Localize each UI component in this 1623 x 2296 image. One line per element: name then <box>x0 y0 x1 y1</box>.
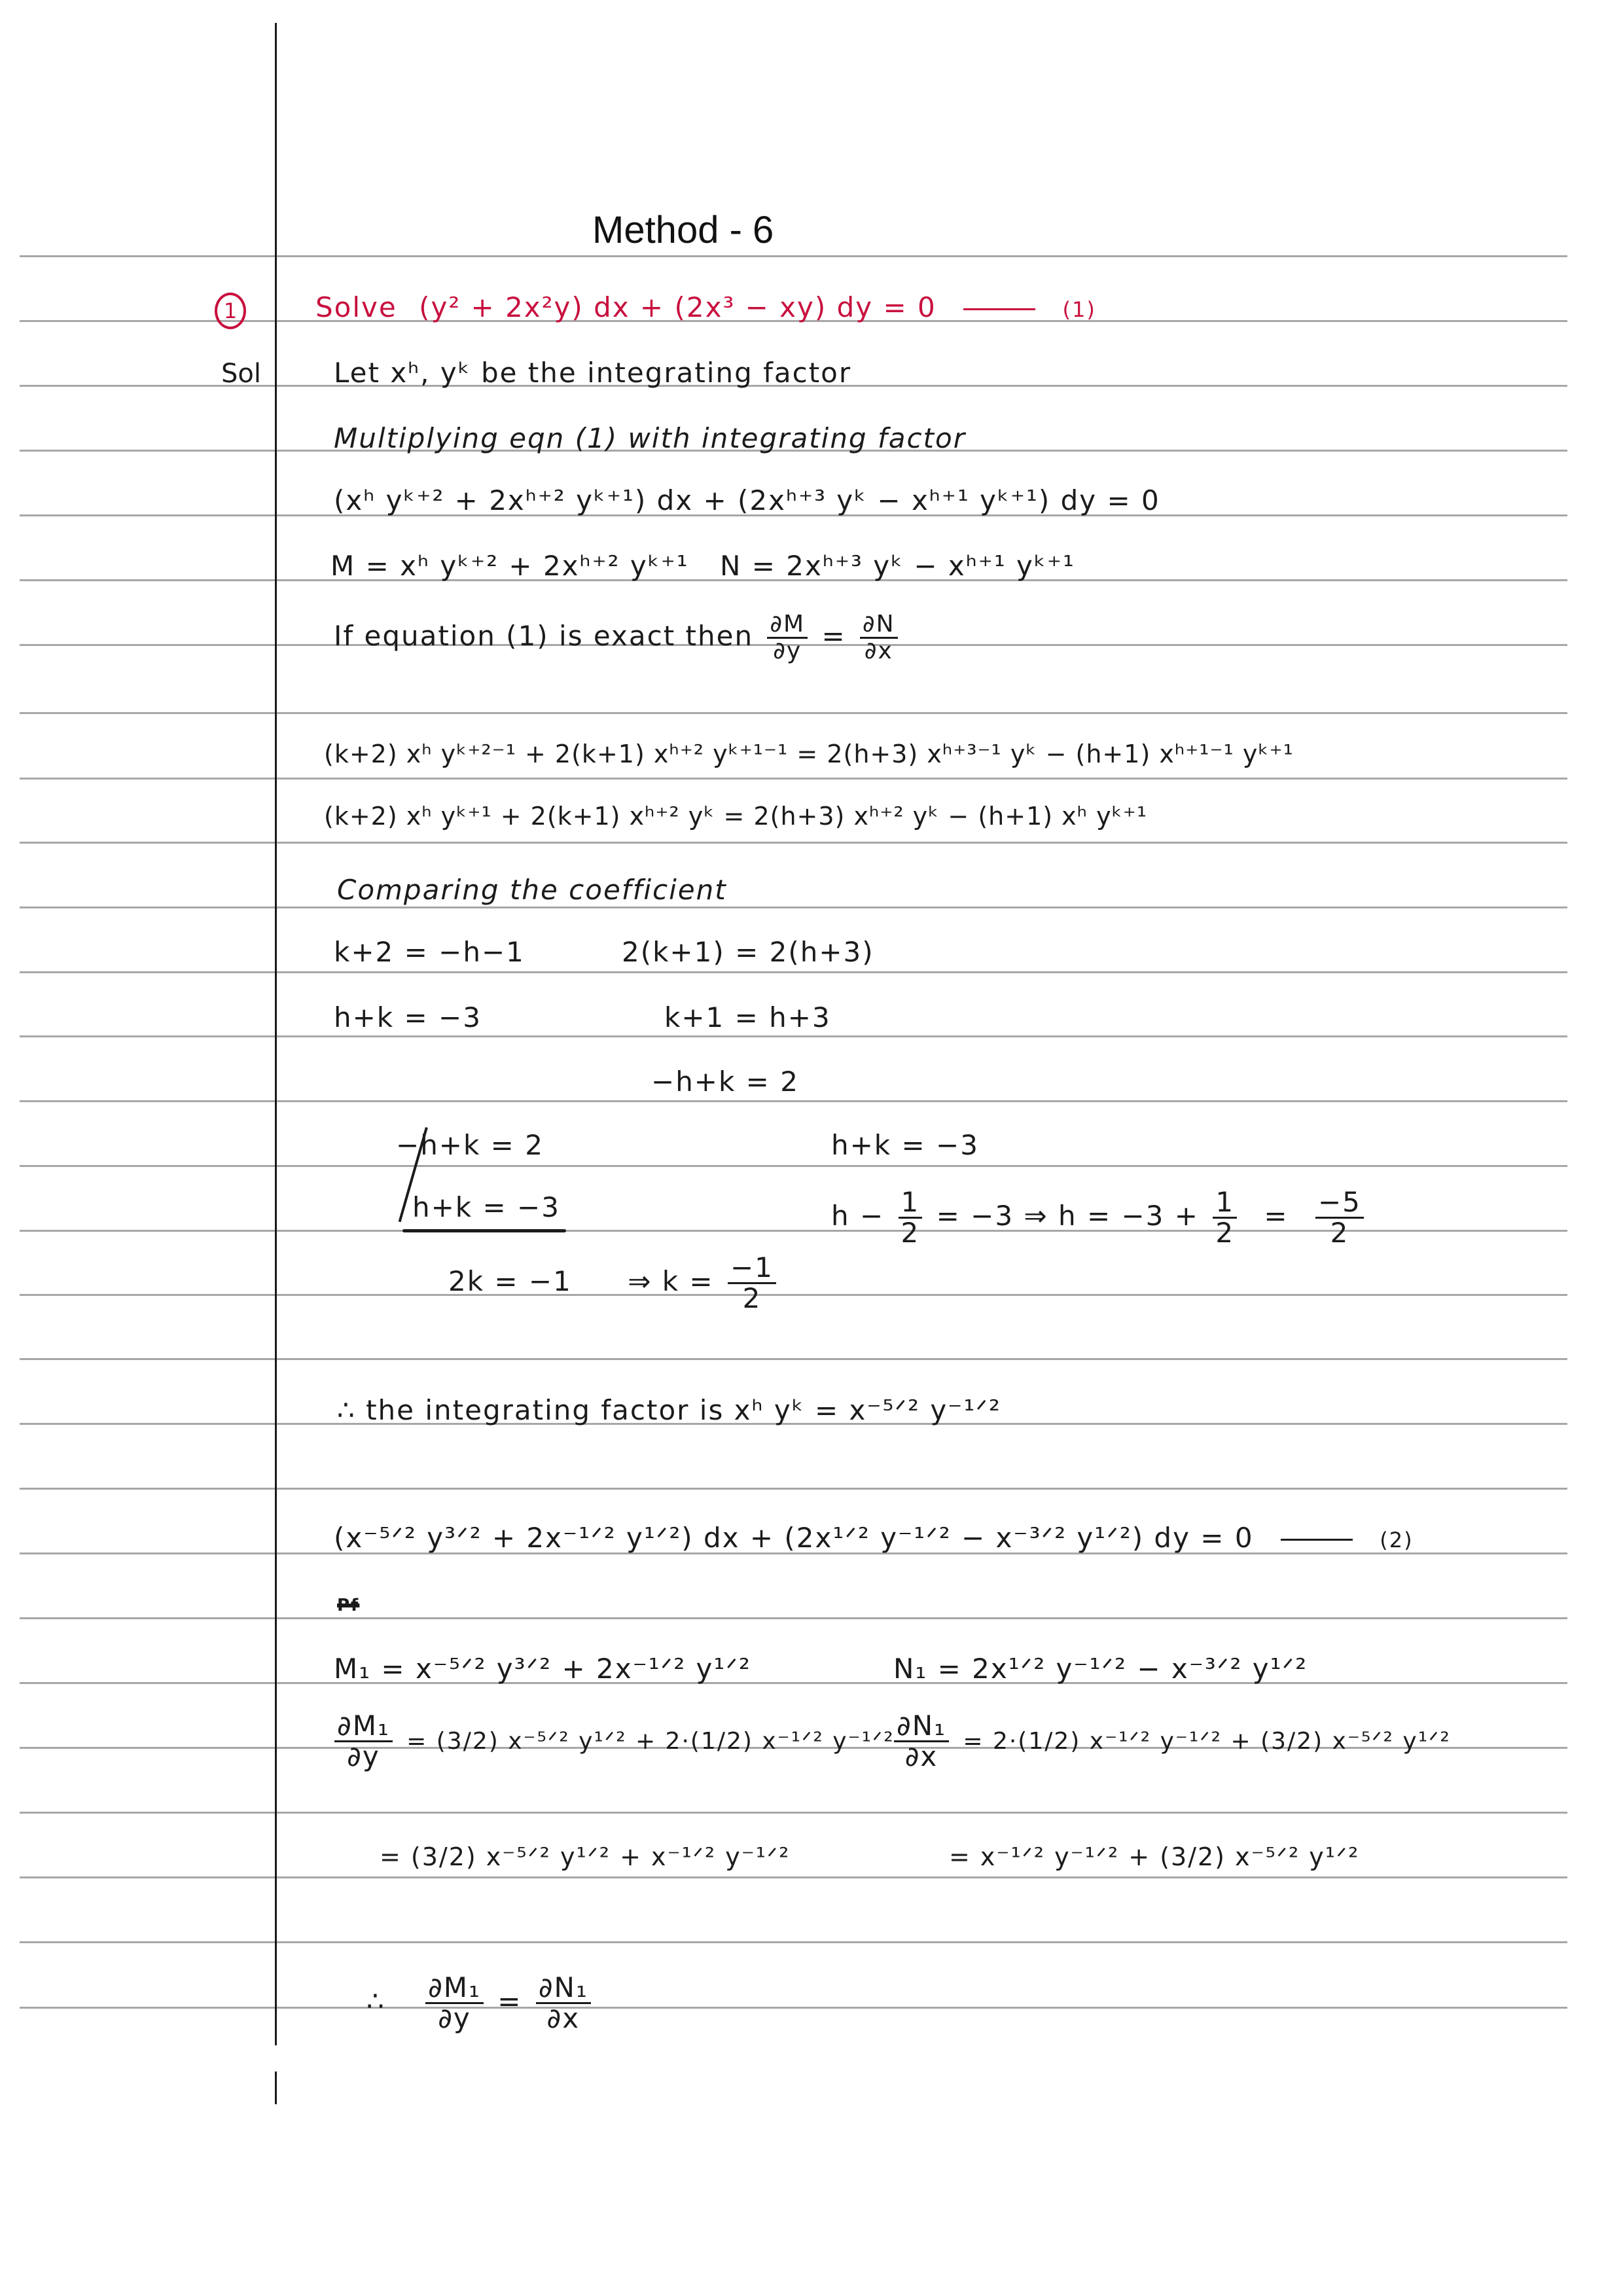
rule-line <box>20 1488 1567 1490</box>
h-value-fraction <box>1315 1188 1364 1247</box>
frac-numerator: ∂N <box>860 612 898 639</box>
frac-numerator: ∂N₁ <box>894 1712 949 1742</box>
rule-line <box>20 906 1567 908</box>
dm1-dy-line <box>330 1712 895 1771</box>
frac-numerator: ∂M₁ <box>425 1973 484 2004</box>
dm1-rhs: = (3/2) x⁻⁵ᐟ² y¹ᐟ² + 2·(1/2) x⁻¹ᐟ² y⁻¹ᐟ² <box>406 1728 895 1755</box>
frac-denominator: ∂y <box>438 2002 471 2035</box>
k-implies: ⇒ k = <box>628 1265 714 1298</box>
rule-line <box>20 1165 1567 1167</box>
dm1-dy-fraction <box>334 1712 393 1771</box>
rule-line <box>20 1294 1567 1296</box>
question-number-badge: 1 <box>215 293 246 329</box>
equation-dash <box>963 308 1035 310</box>
rule-line <box>20 1876 1567 1878</box>
rule-line <box>20 255 1567 257</box>
equals: = <box>1264 1200 1289 1232</box>
rule-line <box>20 1682 1567 1684</box>
rule-line <box>20 1100 1567 1102</box>
n-definition: N = 2xʰ⁺³ yᵏ − xʰ⁺¹ yᵏ⁺¹ <box>720 550 1075 582</box>
question-line <box>315 291 1096 323</box>
rule-line <box>20 2007 1567 2009</box>
solution-line-1: Let xʰ, yᵏ be the integrating factor <box>334 357 852 389</box>
dn1-simplified: = x⁻¹ᐟ² y⁻¹ᐟ² + (3/2) x⁻⁵ᐟ² y¹ᐟ² <box>949 1842 1360 1871</box>
frac-denominator: ∂x <box>904 1740 938 1773</box>
frac-numerator: 1 <box>1213 1188 1237 1219</box>
rule-line <box>20 842 1567 844</box>
dm1-simplified: = (3/2) x⁻⁵ᐟ² y¹ᐟ² + x⁻¹ᐟ² y⁻¹ᐟ² <box>380 1842 791 1871</box>
frac-numerator: ∂M₁ <box>334 1712 393 1742</box>
frac-denominator: ∂x <box>864 637 893 664</box>
rule-line <box>20 1812 1567 1814</box>
page-title: Method - 6 <box>592 209 774 251</box>
dn1-rhs: = 2·(1/2) x⁻¹ᐟ² y⁻¹ᐟ² + (3/2) x⁻⁵ᐟ² y¹ᐟ² <box>963 1728 1451 1755</box>
h-plus-k-restated: h+k = −3 <box>831 1129 979 1161</box>
two-k-eq: 2k = −1 <box>448 1265 572 1298</box>
exactness-condition: If equation (1) is exact then $\frac{\partial M}{\partial y}$ = $\frac{\partial N}{\partial x}$ <box>334 612 902 664</box>
equation-tag: (1) <box>1062 297 1096 322</box>
equation-2-tag: (2) <box>1380 1528 1414 1552</box>
frac-denominator: 2 <box>1330 1217 1349 1249</box>
half-fraction <box>1213 1188 1237 1247</box>
dn1-dx-line <box>890 1712 1451 1771</box>
equation-dash <box>1281 1539 1353 1541</box>
h-minus: h − <box>831 1200 885 1232</box>
solution-line-2: Multiplying eqn (1) with integrating factor <box>334 422 966 454</box>
solution-label: Sol <box>221 359 261 389</box>
equation-2-body: (x⁻⁵ᐟ² y³ᐟ² + 2x⁻¹ᐟ² y¹ᐟ²) dx + (2x¹ᐟ² y⁻¹ᐟ² − x⁻³ᐟ² y¹ᐟ²) dy = 0 <box>334 1522 1254 1554</box>
frac-numerator: −1 <box>728 1253 776 1284</box>
m1-definition: M₁ = x⁻⁵ᐟ² y³ᐟ² + 2x⁻¹ᐟ² y¹ᐟ² <box>334 1653 751 1685</box>
frac-denominator: 2 <box>1215 1217 1235 1249</box>
h-middle: = −3 ⇒ h = −3 + <box>936 1200 1199 1232</box>
question-prefix: Solve <box>315 291 397 323</box>
frac-denominator: 2 <box>901 1217 920 1249</box>
equation-k-plus-2: k+2 = −h−1 <box>334 936 525 968</box>
frac-denominator: ∂y <box>773 637 802 664</box>
exact-equation-2 <box>334 1522 1414 1554</box>
question-equation: (y² + 2x²y) dx + (2x³ − xy) dy = 0 <box>419 291 936 323</box>
frac-numerator: ∂N₁ <box>536 1973 591 2004</box>
integrating-factor-result: ∴ the integrating factor is xʰ yᵏ = x⁻⁵ᐟ² y⁻¹ᐟ² <box>337 1394 1001 1426</box>
therefore-symbol: ∴ <box>366 1985 385 2018</box>
rule-line <box>20 1617 1567 1619</box>
equals: = <box>497 1985 522 2018</box>
elimination-eq-1: −h+k = 2 <box>396 1129 544 1161</box>
solve-h-line <box>831 1188 1368 1247</box>
exactness-text: If equation (1) is exact then <box>334 619 754 652</box>
dm-dy-fraction <box>767 612 808 664</box>
equation-neg-h-plus-k: −h+k = 2 <box>651 1066 799 1098</box>
frac-denominator: ∂x <box>546 2002 580 2035</box>
partial-derivative-line: (k+2) xʰ yᵏ⁺²⁻¹ + 2(k+1) xʰ⁺² yᵏ⁺¹⁻¹ = 2(h+3) xʰ⁺³⁻¹ yᵏ − (h+1) xʰ⁺¹⁻¹ yᵏ⁺¹ <box>324 740 1294 768</box>
m-definition: M = xʰ yᵏ⁺² + 2xʰ⁺² yᵏ⁺¹ <box>330 550 689 582</box>
margin-line <box>275 23 277 2045</box>
frac-numerator: 1 <box>899 1188 923 1219</box>
rule-line <box>20 1035 1567 1037</box>
rule-line <box>20 1358 1567 1360</box>
equation-k-plus-1: k+1 = h+3 <box>664 1001 831 1033</box>
dn-dx-fraction <box>860 612 898 664</box>
conclusion-line <box>366 1973 595 2033</box>
half-fraction <box>899 1188 923 1247</box>
dn1-dx-fraction <box>894 1712 949 1771</box>
frac-denominator: ∂y <box>347 1740 380 1773</box>
equation-2k-plus-1: 2(k+1) = 2(h+3) <box>622 936 874 968</box>
multiplied-equation: (xʰ yᵏ⁺² + 2xʰ⁺² yᵏ⁺¹) dx + (2xʰ⁺³ yᵏ − xʰ⁺¹ yᵏ⁺¹) dy = 0 <box>334 484 1160 516</box>
comparing-heading: Comparing the coefficient <box>337 874 727 906</box>
sum-underline <box>402 1229 566 1232</box>
dn1-dx-fraction <box>536 1973 591 2033</box>
n1-definition: N₁ = 2x¹ᐟ² y⁻¹ᐟ² − x⁻³ᐟ² y¹ᐟ² <box>893 1653 1308 1685</box>
solve-k-line <box>448 1253 780 1313</box>
k-value-fraction <box>728 1253 776 1313</box>
rule-line <box>20 778 1567 780</box>
simplified-derivative-line: (k+2) xʰ yᵏ⁺¹ + 2(k+1) xʰ⁺² yᵏ = 2(h+3) xʰ⁺² yᵏ − (h+1) xʰ yᵏ⁺¹ <box>324 802 1148 831</box>
rule-line <box>20 1941 1567 1943</box>
frac-numerator: ∂M <box>767 612 808 639</box>
rule-line <box>20 971 1567 973</box>
struck-out-word: Pf <box>337 1596 360 1615</box>
rule-line <box>20 712 1567 714</box>
equation-h-plus-k: h+k = −3 <box>334 1001 482 1033</box>
dm1-dy-fraction <box>425 1973 484 2033</box>
elimination-eq-2: h+k = −3 <box>412 1191 560 1223</box>
frac-denominator: 2 <box>742 1282 762 1315</box>
margin-line-fragment <box>275 2072 277 2104</box>
frac-numerator: −5 <box>1315 1188 1364 1219</box>
